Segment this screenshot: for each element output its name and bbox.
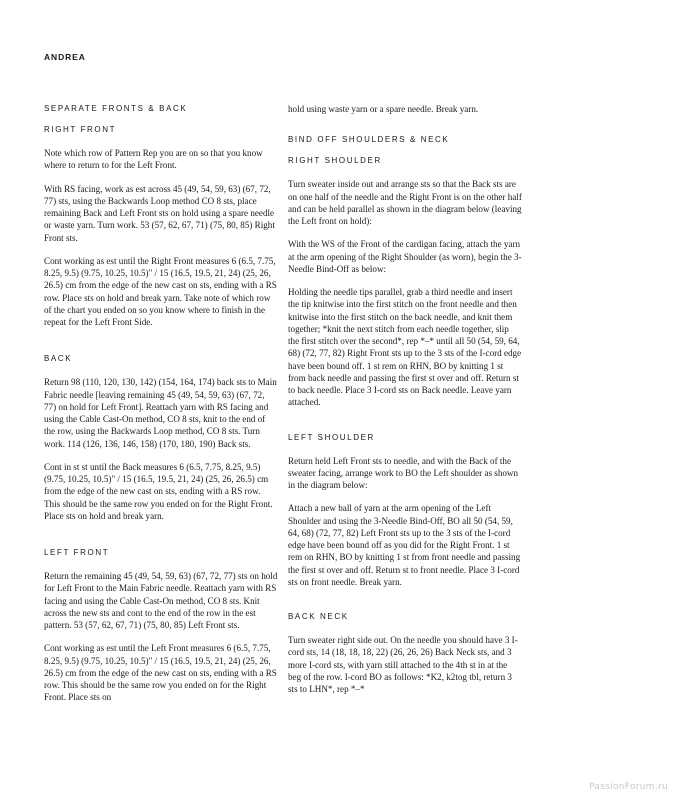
section-heading-bind-off: BIND OFF SHOULDERS & NECK <box>288 135 450 145</box>
pattern-name-label: ANDREA <box>44 52 86 62</box>
paragraph: Holding the needle tips parallel, grab a third needle and insert the tip knitwise into the first stitch on the front needle and then knitwise into the first stitch on the back needle, and knit them together; *knit the next stitch from each needle together, slip the first stitch over the second*, rep *–* until all 50 (54, 59, 64, 68) (72, 77, 82) Right Front sts up to the 3 sts of the I-cord edge have been bound off. 1 st rem on RHN, BO by knitting 1 st from back needle and passing the first st over and off. Return st to back needle. Place 3 I-cord sts on Back needle. Leave yarn attached. <box>288 287 522 408</box>
subheading-back-neck: BACK NECK <box>288 612 349 621</box>
watermark: PassionForum.ru <box>589 782 668 792</box>
paragraph: Return 98 (110, 120, 130, 142) (154, 164, 174) back sts to Main Fabric needle [leaving remaining 45 (49, 54, 59, 63) (67, 72, 77) on hold for Left Front]. Reattach yarn with RS facing and using the Cable Cast-On method, CO 8 sts, knit to the end of the row, using the Backwards Loop method, CO 8 sts. Turn work. 114 (126, 136, 146, 158) (170, 180, 190) Back sts. <box>44 377 277 449</box>
paragraph: Return held Left Front sts to needle, and with the Back of the sweater facing, arrange work to BO the Left shoulder as shown in the diagram below: <box>288 455 519 490</box>
subheading-right-shoulder: RIGHT SHOULDER <box>288 156 382 166</box>
subheading-right-front: RIGHT FRONT <box>44 125 117 134</box>
paragraph: Turn sweater right side out. On the needle you should have 3 I-cord sts, 14 (18, 18, 18, 22) (26, 26, 26) Back Neck sts, and 3 more I-cord sts, with yarn still attached to the 4th st in at the beg of the row. I-cord BO as follows: *K2, k2tog tbl, return 3 sts to LHN*, rep *–* <box>288 635 518 694</box>
paragraph: With RS facing, work as est across 45 (49, 54, 59, 63) (67, 72, 77) sts, using the Backwards Loop method CO 8 sts, place remaining Back and Left Front sts on hold using a spare needle or waste yarn. Turn work. 53 (57, 62, 67, 71) (75, 80, 85) Right Front sts. <box>44 183 275 243</box>
paragraph: Return the remaining 45 (49, 54, 59, 63) (67, 72, 77) sts on hold for Left Front to the Main Fabric needle. Reattach yarn with RS facing and using the Cable Cast-On method, CO 8 sts. Knit across the new sts and cont to the end of the row in the est pattern. 53 (57, 62, 67, 71) (75, 80, 85) Left Front sts. <box>44 571 278 630</box>
section-heading-separate: SEPARATE FRONTS & BACK <box>44 104 188 113</box>
paragraph-continuation: hold using waste yarn or a spare needle. Break yarn. <box>288 104 479 114</box>
paragraph: Turn sweater inside out and arrange sts so that the Back sts are on one half of the needle and the Right Front is on the other half and can be held parallel as shown in the diagram below (leaving the Left front on hold): <box>288 179 522 226</box>
paragraph: Cont working as est until the Left Front measures 6 (6.5, 7.75, 8.25, 9.5) (9.75, 10.25, 10.5)" / 15 (16.5, 19.5, 21, 24) (25, 26, 26.5) cm from the edge of the new cast on sts, ending with a RS row. This should be the same row you ended on for the Right Front. Place sts on <box>44 643 277 703</box>
paragraph: Cont in st st until the Back measures 6 (6.5, 7.75, 8.25, 9.5) (9.75, 10.25, 10.5)" / 15 (16.5, 19.5, 21, 24) (25, 26, 26.5) cm from the edge of the new cast on sts, ending with a RS row. This should be the same row you ended on for the Right Front. Place sts on hold and break yarn. <box>44 461 273 521</box>
paragraph: Attach a new ball of yarn at the arm opening of the Left Shoulder and using the 3-Needle Bind-Off, BO all 50 (54, 59, 64, 68) (72, 77, 82) Left Front sts up to the 3 sts of the I-cord edge have been bound off as you did for the Right Front. 1 st rem on RHN, BO by knitting 1 st from front needle and passing the first st over and off. Return st to front needle. Place 3 I-cord sts on front needle. Break yarn. <box>288 503 521 587</box>
right-column <box>288 104 522 695</box>
subheading-back: BACK <box>44 354 73 364</box>
paragraph: Note which row of Pattern Rep you are on so that you know where to return to for the Left Front. <box>44 148 263 171</box>
subheading-left-shoulder: LEFT SHOULDER <box>288 432 375 442</box>
subheading-left-front: LEFT FRONT <box>44 548 110 557</box>
left-column <box>44 104 278 704</box>
paragraph: With the WS of the Front of the cardigan facing, attach the yarn at the arm opening of the Right Shoulder (as worn), begin the 3-Needle Bind-Off as below: <box>288 239 522 274</box>
paragraph: Cont working as est until the Right Front measures 6 (6.5, 7.75, 8.25, 9.5) (9.75, 10.25, 10.5)" / 15 (16.5, 19.5, 21, 24) (25, 26, 26.5) cm from the edge of the new cast on sts, ending with a RS row. Place sts on hold and break yarn. Take note of which row of the chart you ended on so you know where to finish in the repeat for the Left Front Side. <box>44 255 277 327</box>
